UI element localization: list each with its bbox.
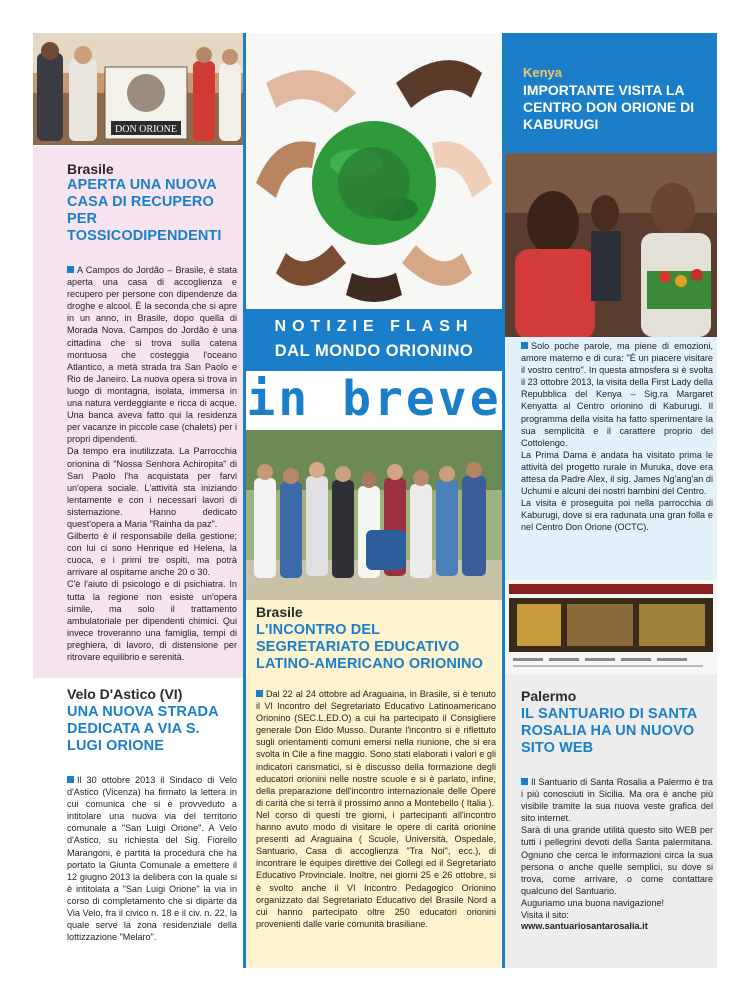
- photo-segretariato-group: [246, 430, 502, 600]
- photo-hands-globe: [246, 33, 502, 309]
- photo-brasile-illustration: [33, 33, 243, 145]
- photo-kenya-visit: [505, 153, 717, 337]
- photo-brasile-group: [33, 33, 243, 145]
- article-body: Il Santuario di Santa Rosalia a Palermo è tra i più conosciuti in Sicilia. Ma ora è anche più visibile tramite la sua nuova veste grafica del sito internet. Sarà di una grande utilità questo sito WEB per tutti i pellegrini devoti della Santa palermitana. Ognuno che cerca le informazioni circa la sua persona o anche quelle semplici, su dove si trova, come arrivare, o come contattare qualcuno del Santuario. Auguriamo una buona navigazione! Visita il sito:: [521, 777, 713, 921]
- article-country: Palermo: [521, 688, 577, 704]
- hands-globe-illustration: [246, 33, 502, 309]
- article-country: Brasile: [256, 604, 303, 620]
- article-brasile-segretariato: [246, 600, 502, 968]
- bullet-square-icon: [67, 776, 74, 783]
- kenya-header: [505, 33, 717, 153]
- article-body: Solo poche parole, ma piene di emozioni, amore materno e di cura: "È un piacere visitare il vostro centro". In questa atmosfera si è svolta il 23 ottobre 2013, la visita della First Lady della Repubblica del Kenya – Sig.ra Margaret Kenyatta al Centro orionino di Kaburugi. Il programma della visita ha fatto sperimentare la sua semplicità e il carattere proprio del Cottolengo. La Prima Dama è andata ha visitato prima le attività del progetto rurale in Muruka, dove era attesa da Padre Alex, il sig. James Ng'ang'an di Uchumi e alcuni dei nostri bambini del Centro. La visita è proseguita poi nella parrocchia di Kaburugi, dove si era radunata una gran folla e nel Centro Don Orione (OCTC).: [521, 341, 713, 533]
- article-headline: APERTA UNA NUOVA CASA DI RECUPERO PER TOSSICODIPENDENTI: [67, 177, 222, 244]
- poster-text: DON ORIONE: [115, 124, 177, 135]
- article-brasile-casa-recupero: [33, 146, 243, 678]
- group-photo-illustration: [246, 430, 502, 600]
- article-kenya-visita: [505, 337, 717, 580]
- screenshot-santuario-website: [505, 580, 717, 674]
- banner-line-2: DAL MONDO ORIONINO: [274, 342, 474, 360]
- article-palermo-santuario: [505, 674, 717, 968]
- article-body: Dal 22 al 24 ottobre ad Araguaina, in Brasile, si è tenuto il VI Incontro del Segretariato Educativo Latinoamericano Orionino (SEC.L.ED.O) a cui ha partecipato il Consigliere generale Don Eldo Musso. Durante l'incontro si è riflettuto sugli orientamenti comuni emersi nella riunione, che si era svolta in Cile a fine maggio. Sono stati elaborati i valori e gli indicatori carismatici, si è discusso della formazione degli educatori orionini nelle nostre scuole e si è parlato, infine, della preparazione dell'incontro internazionale delle Opere di carità che si terrà il prossimo anno a Montebello ( Italia ). Nel corso di questi tre giorni, i partecipanti all'incontro hanno avuto modo di visitare le opere di carità orionine presenti ad Araguaina ( Scuole, Università, Ospedale, Santuario, Casa di accoglienza "Tra Noi", ecc.), di incontrare le équipes direttive dei Collegi ed il Segretariato Educativo Provinciale. Inoltre, nei giorni 25 e 26 ottobre, si è svolto anche il VI Incontro Pedagogico Orionino organizzato dal Segretariato Educativo del Brasile Nord a cui hanno partecipato oltre 250 educatori orionini provenienti dalle varie comunità brasiliane.: [256, 689, 496, 929]
- article-country: Kenya: [523, 65, 563, 80]
- article-velo-dastico: [33, 678, 243, 968]
- bullet-square-icon: [521, 342, 528, 349]
- article-country: Brasile: [67, 161, 114, 177]
- website-link[interactable]: www.santuariosantarosalia.it: [521, 921, 648, 932]
- article-country: Velo D'Astico (VI): [67, 686, 183, 702]
- article-headline: IMPORTANTE VISITA LA CENTRO DON ORIONE DI KABURUGI: [523, 82, 695, 132]
- article-headline: IL SANTUARIO DI SANTA ROSALIA HA UN NUOVO SITO WEB: [521, 706, 697, 756]
- article-headline: L'INCONTRO DEL SEGRETARIATO EDUCATIVO LATINO-AMERICANO ORIONINO: [256, 622, 483, 672]
- section-title-in-breve: in breve: [246, 371, 502, 427]
- banner-line-1: NOTIZIE FLASH: [274, 318, 474, 335]
- bullet-square-icon: [521, 778, 528, 785]
- article-body: A Campos do Jordão – Brasile, è stata aperta una casa di accoglienza e recupero per persone con dipendenze da droghe e alcool. È la seconda che si apre in un anno, in Brasile, dopo quella di Morada Nova. Campos do Jordão è una cittadina che si trova sulla catena montuosa che costeggia l'oceano Atlantico, a metà strada tra San Paolo e Rio de Janeiro. La nuova opera si trova in luogo di montagna, isolata, immersa in una natura verdeggiante e ricca di acque. Una banca aveva fatto qui la residenza per vacanze in piccole case (chalets) per i propri dipendenti. Da tempo era inutilizzata. La Parrocchia orionina di "Nossa Senhora Achiropita" di San Paolo l'ha acquistata per farvi un'opera sociale. L'attività sta iniziando lentamente e con i necessari lavori di sistemazione. Hanno dedicato quest'opera a Maria "Rainha da paz". Gilberto è il responsabile della gestione; con lui ci sono Henrique ed Helena, la cuoca, e i primi tre ospiti, ma potrà arrivare al ospitarne anche 20 o 30. C'è l'aiuto di psicologo e di psichiatra. In tutta la regione non esiste un'opera simile, ma solo il trattamento ambulatoriale per dipendenti chimici. Qui invece troveranno una famiglia, tempi di preghiera, di lavoro, di distensione per ritrovare equilibrio e serenità.: [67, 265, 237, 662]
- article-headline: UNA NUOVA STRADA DEDICATA A VIA S. LUGI ORIONE: [67, 704, 219, 754]
- website-screenshot-illustration: [505, 580, 717, 674]
- bullet-square-icon: [256, 690, 263, 697]
- bullet-square-icon: [67, 266, 74, 273]
- kenya-photo-illustration: [505, 153, 717, 337]
- banner-notizie-flash: [246, 309, 502, 371]
- article-body: Il 30 ottobre 2013 il Sindaco di Velo d'Astico (Vicenza) ha firmato la lettera in cui comunica che si è provveduto a intitolare una nuova via del territorio comunale a "San Luigi Orione". A Velo d'Astico, su richiesta del Sig. Fiorello Marangoni, è partita la procedura che ha portato la Giunta Comunale a emettere il 12 giugno 2013 la delibera con la quale si è intitolata a "San Luigi Orione" la via in corso di completamento che si diparte da Via Velo, fra il civico n. 18 e il civ. n. 22, la quale serve la zona residenziale della lottizzazione "Melaro".: [67, 775, 237, 943]
